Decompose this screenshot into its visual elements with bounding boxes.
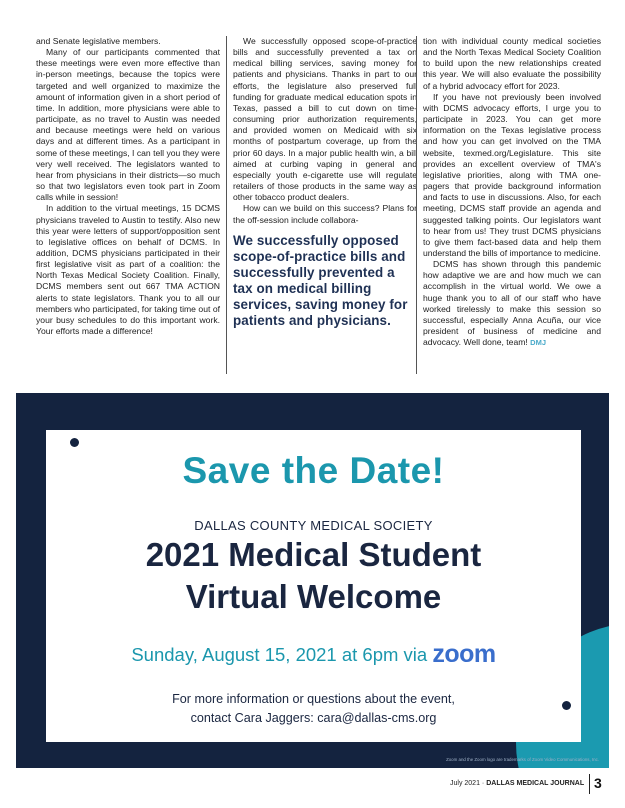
article-body <box>30 36 600 380</box>
event-title-line-1: 2021 Medical Student <box>145 536 482 573</box>
paragraph: How can we build on this success? Plans for the off-session include collabora- <box>233 203 417 225</box>
paragraph: tion with individual county medical societies and the North Texas Medical Society Coalition to build upon the new relationships created this year. We will also evaluate the possibility of a hybrid advocacy effort for 2023. <box>423 36 601 91</box>
event-date <box>46 640 581 669</box>
paragraph: We successfully opposed scope-of-practice bills and successfully prevented a tax on medical billing services, saving money for patients and physicians. Thanks in part to our efforts, the legislature also preserved full funding for graduate medical education spots in Texas, passed a bill to cut down on time-consuming prior authorization requirements, and provided women on Medicaid with six months of postpartum coverage, up from the prior 60 days. In a major public health win, a bill aimed at curbing vaping in general and especially youth e-cigarette use will regulate retailers of those products in the same way as other tobacco product dealers. <box>233 36 417 203</box>
paragraph: Many of our participants commented that these meetings were even more effective than in-person meetings, because the topics were targeted and well organized to maximize the amount of information given in a short period of time. In addition, more physicians were able to participate, as no travel to Austin was needed and because meetings were held on various days and at different times. As a participant in some of these meetings, I can tell you they were very well received. The legislators wanted to hear from physicians in their districts—so much so that two legislators even took part in Zoom calls while in session! <box>36 47 220 203</box>
ad-card <box>46 430 581 742</box>
footer-separator: · <box>481 780 485 787</box>
dot-decoration <box>70 438 79 447</box>
contact-info-line-2: contact Cara Jaggers: cara@dallas-cms.org <box>190 711 437 725</box>
organization-name: DALLAS COUNTY MEDICAL SOCIETY <box>194 518 433 533</box>
publication-name: DALLAS MEDICAL JOURNAL <box>486 780 585 787</box>
event-date-text: Sunday, August 15, 2021 at 6pm via <box>131 644 428 665</box>
trademark-notice: Zoom and the Zoom logo are trademarks of Zoom Video Communications, Inc. <box>446 757 599 762</box>
article-column-2 <box>226 36 417 374</box>
paragraph: If you have not previously been involved with DCMS advocacy efforts, I urge you to participate in 2023. You can get more information on the Texas legislative process and how you can get involved on the TMA website, texmed.org/Legislature. This site provides an excellent overview of TMA's legislative priorities, along with TMA one-pagers that provide background information and facts to use in discussions. Also, for each meeting, DCMS staff provide an agenda and suggested talking points. Our legislators want to hear from us! They trust DCMS physicians to give them fact-based data and help them understand the bills of importance to medicine. <box>423 91 601 258</box>
zoom-logo: zoom <box>432 640 496 668</box>
contact-info-line-1: For more information or questions about the event, <box>172 692 455 706</box>
pull-quote: We successfully opposed scope-of-practice bills and successfully prevented a tax on medical billing services, saving money for patients and physicians. <box>233 232 408 329</box>
dmj-signature: DMJ <box>530 338 547 348</box>
page-footer <box>450 780 584 787</box>
article-column-1 <box>36 36 220 337</box>
issue-date: July 2021 <box>450 780 480 787</box>
save-the-date-ad <box>16 393 609 768</box>
paragraph <box>423 259 601 348</box>
event-title-line-2: Virtual Welcome <box>185 578 442 615</box>
page-number-rule <box>589 774 590 794</box>
article-column-3 <box>416 36 601 374</box>
page-number: 3 <box>594 775 602 791</box>
paragraph-text: DCMS has shown through this pandemic how adaptive we are and how much we can accomplish in the virtual world. We owe a huge thank you to all of our staff who have worked tirelessly to make this session so successful, especially Anna Acuña, our vice president of business of medicine and advocacy. Well done, team! <box>423 259 601 348</box>
paragraph: In addition to the virtual meetings, 15 DCMS physicians traveled to Austin to testify. Also new this year were letters of support/opposition sent to legislative offices on behalf of DCMS. In addition, DCMS physicians participated in their first legislative visit as part of a coalition: the North Texas Medical Society Coalition. Finally, DCMS members sent out 667 TMA ACTION alerts to state legislators. Thank you to all our members who participated, for taking time out of your busy schedules to do this important work. Your efforts made a difference! <box>36 203 220 337</box>
paragraph: and Senate legislative members. <box>36 36 161 46</box>
save-the-date-heading: Save the Date! <box>182 450 445 491</box>
